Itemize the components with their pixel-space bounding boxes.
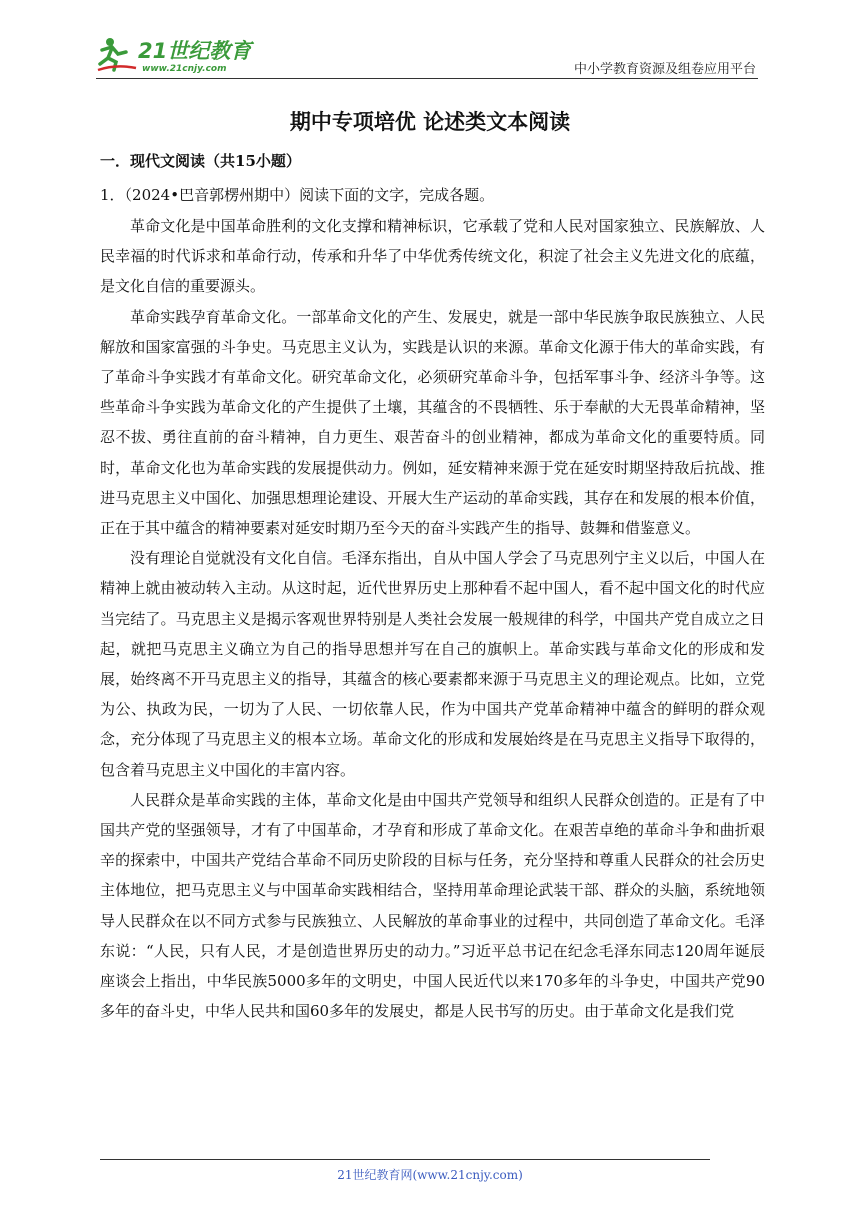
page-header [96, 30, 758, 79]
document-title: 期中专项培优 论述类文本阅读 [289, 110, 571, 134]
platform-name: 中小学教育资源及组卷应用平台 [573, 62, 756, 77]
logo-text: 21世纪教育 [138, 39, 252, 63]
paragraph: 人民群众是革命实践的主体，革命文化是由中国共产党领导和组织人民群众创造的。正是有了中国共产党的坚强领导，才有了中国革命，才孕育和形成了革命文化。在艰苦卓绝的革命斗争和曲折艰辛的探索中，中国共产党结合革命不同历史阶段的目标与任务，充分坚持和尊重人民群众的社会历史主体地位，把马克思主义与中国革命实践相结合，坚持用革命理论武装干部、群众的头脑，系统地领导人民群众在以不同方式参与民族独立、人民解放的革命事业的过程中，共同创造了革命文化。毛泽东说：“人民，只有人民，才是创造世界历史的动力。”习近平总书记在纪念毛泽东同志120周年诞辰座谈会上指出，中华民族5000多年的文明史，中国人民近代以来170多年的斗争史，中国共产党90多年的奋斗史，中华人民共和国60多年的发展史，都是人民书写的历史。由于革命文化是我们党 [100, 790, 765, 1021]
question-prompt: 1．（2024•巴音郭楞州期中）阅读下面的文字，完成各题。 [100, 186, 495, 204]
article-body [100, 211, 765, 1026]
paragraph: 革命实践孕育革命文化。一部革命文化的产生、发展史，就是一部中华民族争取民族独立、人民解放和国家富强的斗争史。马克思主义认为，实践是认识的来源。革命文化源于伟大的革命实践，有了革命斗争实践才有革命文化。研究革命文化，必须研究革命斗争，包括军事斗争、经济斗争等。这些革命斗争实践为革命文化的产生提供了土壤，其蕴含的不畏牺牲、乐于奉献的大无畏革命精神，坚忍不拔、勇往直前的奋斗精神，自力更生、艰苦奋斗的创业精神，都成为革命文化的重要特质。同时，革命文化也为革命实践的发展提供动力。例如，延安精神来源于党在延安时期坚持敌后抗战、推进马克思主义中国化、加强思想理论建设、开展大生产运动的革命实践，其存在和发展的根本价值，正在于其中蕴含的精神要素对延安时期乃至今天的奋斗实践产生的指导、鼓舞和借鉴意义。 [100, 307, 765, 538]
footer-divider [100, 1159, 710, 1160]
paragraph: 没有理论自觉就没有文化自信。毛泽东指出，自从中国人学会了马克思列宁主义以后，中国人在精神上就由被动转入主动。从这时起，近代世界历史上那种看不起中国人，看不起中国文化的时代应当完结了。马克思主义是揭示客观世界特别是人类社会发展一般规律的科学，中国共产党自成立之日起，就把马克思主义确立为自己的指导思想并写在自己的旗帜上。革命实践与革命文化的形成和发展，始终离不开马克思主义的指导，其蕴含的核心要素都来源于马克思主义的理论观点。比如，立党为公、执政为民，一切为了人民、一切依靠人民，作为中国共产党革命精神中蕴含的鲜明的群众观念，充分体现了马克思主义的根本立场。革命文化的形成和发展始终是在马克思主义指导下取得的，包含着马克思主义中国化的丰富内容。 [100, 549, 765, 779]
footer-link[interactable]: 21世纪教育网(www.21cnjy.com) [337, 1168, 523, 1182]
section-heading: 一．现代文阅读（共15小题） [100, 152, 301, 170]
logo-url: www.21cnjy.com [142, 64, 227, 74]
paragraph: 革命文化是中国革命胜利的文化支撑和精神标识，它承载了党和人民对国家独立、民族解放、人民幸福的时代诉求和革命行动，传承和升华了中华优秀传统文化，积淀了社会主义先进文化的底蕴，是文化自信的重要源头。 [100, 217, 765, 296]
logo [96, 34, 266, 76]
runner-logo-icon [96, 34, 266, 76]
